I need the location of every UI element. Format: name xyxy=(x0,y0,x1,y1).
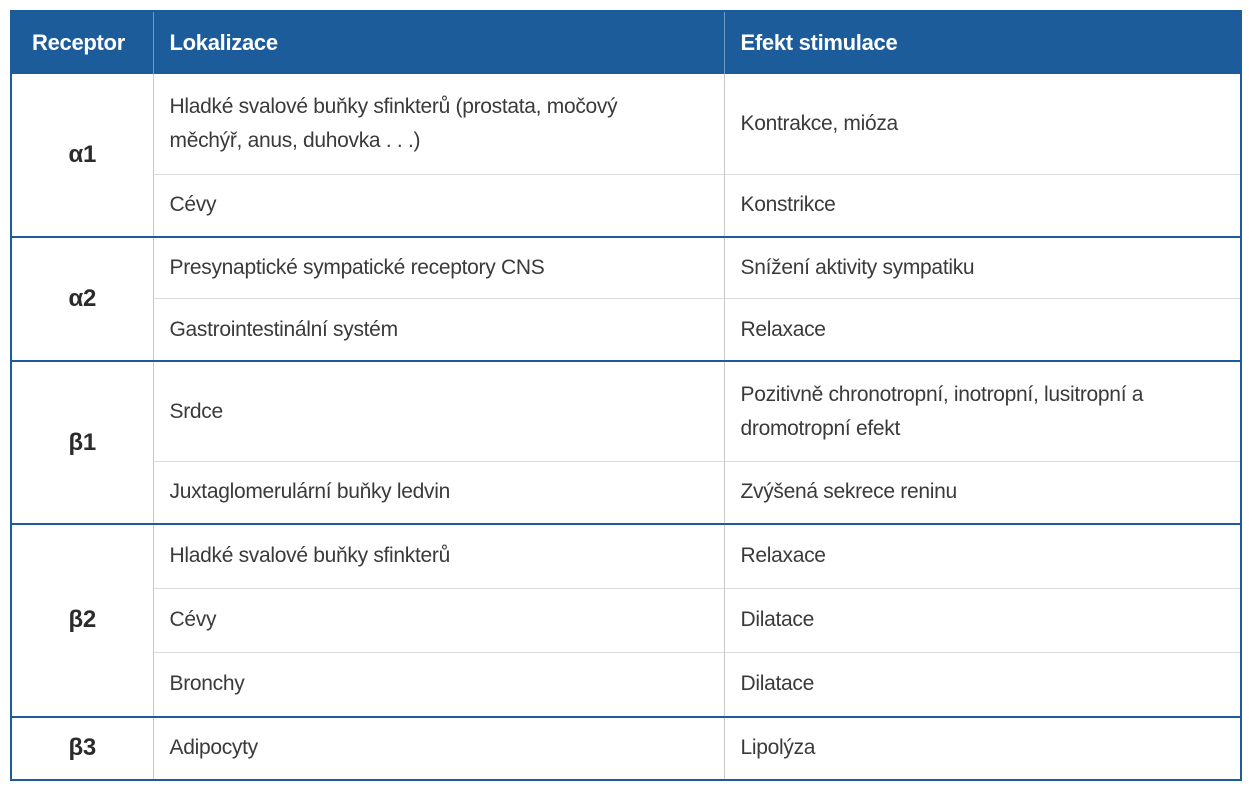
effect-cell: Relaxace xyxy=(724,524,1240,588)
location-cell: Srdce xyxy=(153,361,724,461)
table-row xyxy=(12,717,1240,779)
header-row xyxy=(12,12,1240,74)
table-header xyxy=(12,12,1240,74)
table-row xyxy=(12,652,1240,716)
table-row xyxy=(12,588,1240,652)
location-cell: Hladké svalové buňky sfinkterů xyxy=(153,524,724,588)
effect-cell: Konstrikce xyxy=(724,174,1240,236)
effect-cell: Lipolýza xyxy=(724,717,1240,779)
location-cell: Cévy xyxy=(153,174,724,236)
location-cell: Juxtaglomerulární buňky ledvin xyxy=(153,462,724,524)
effect-cell: Pozitivně chronotropní, inotropní, lusitropní a dromotropní efekt xyxy=(724,361,1240,461)
table-row xyxy=(12,524,1240,588)
receptor-cell-alpha2: α2 xyxy=(12,237,153,362)
receptor-table xyxy=(12,12,1240,779)
table-row xyxy=(12,361,1240,461)
receptor-table-frame xyxy=(10,10,1242,781)
location-cell: Cévy xyxy=(153,588,724,652)
receptor-cell-beta1: β1 xyxy=(12,361,153,524)
receptor-cell-beta2: β2 xyxy=(12,524,153,717)
table-row xyxy=(12,174,1240,236)
effect-cell: Dilatace xyxy=(724,588,1240,652)
table-row xyxy=(12,299,1240,361)
location-cell: Adipocyty xyxy=(153,717,724,779)
location-cell: Gastrointestinální systém xyxy=(153,299,724,361)
table-row xyxy=(12,237,1240,299)
effect-cell: Dilatace xyxy=(724,652,1240,716)
effect-cell: Snížení aktivity sympatiku xyxy=(724,237,1240,299)
header-effect: Efekt stimulace xyxy=(724,12,1240,74)
receptor-cell-beta3: β3 xyxy=(12,717,153,779)
location-cell: Hladké svalové buňky sfinkterů (prostata, močový měchýř, anus, duhovka . . .) xyxy=(153,74,724,174)
table-row xyxy=(12,462,1240,524)
header-location: Lokalizace xyxy=(153,12,724,74)
table-body xyxy=(12,74,1240,779)
header-receptor: Receptor xyxy=(12,12,153,74)
effect-cell: Kontrakce, mióza xyxy=(724,74,1240,174)
receptor-cell-alpha1: α1 xyxy=(68,140,96,168)
location-cell: Bronchy xyxy=(153,652,724,716)
table-row xyxy=(12,74,1240,174)
effect-cell: Zvýšená sekrece reninu xyxy=(724,462,1240,524)
effect-cell: Relaxace xyxy=(724,299,1240,361)
location-cell: Presynaptické sympatické receptory CNS xyxy=(153,237,724,299)
